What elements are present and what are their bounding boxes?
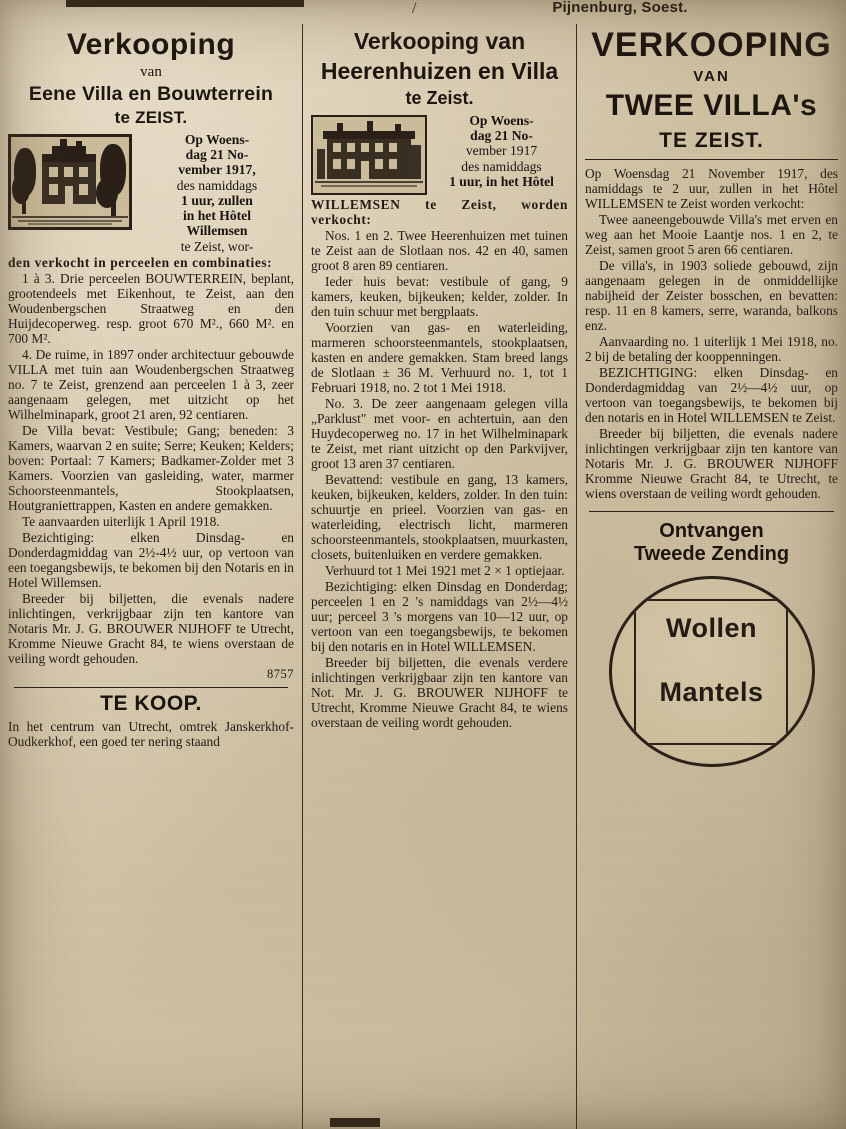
col1-para-1: 4. De ruime, in 1897 onder architectuur gebouwde VILLA met tuin aan Woudenbergschen Straatweg no. 7 te Zeist, grenzend aan perceelen 1 à 3, zeer aangenaam gelegen, met uitzicht op het Wilhelminapark, groot 21 aren, 92 centiaren.	[8, 346, 294, 422]
col1-para-0: 1 à 3. Drie perceelen BOUWTERREIN, beplant, grootendeels met Eikenhout, te Zeist, aan den Woudenbergschen Straatweg en den Huijdecoperweg. resp. groot 670 M²., 660 M². en 700 M².	[8, 270, 294, 346]
col2-para-1: Ieder huis bevat: vestibule of gang, 9 kamers, keuken, bijkeuken; kelder, zolder. In den tuin schuur met bergplaats.	[311, 274, 568, 319]
col3-van-label: VAN	[693, 68, 730, 85]
col2-para-6: Bezichtiging: elken Dinsdag en Donderdag; perceelen 1 en 2 's namiddags van 2½—4½ uur; perceel 3 's morgens van 10—12 uur, op vertoon van een toegangsbewijs, te bekomen bij den notaris en in Hotel WILLEMSEN.	[311, 579, 568, 654]
col3-heading-te-zeist: TE ZEIST.	[659, 129, 764, 152]
col1-ref-number: 8757	[267, 666, 294, 681]
col3-divider-advert	[589, 511, 834, 512]
col2-para-5: Verhuurd tot 1 Mei 1921 met 2 × 1 optiejaar.	[325, 563, 565, 578]
col1-para-3: Te aanvaarden uiterlijk 1 April 1918.	[22, 513, 220, 529]
col2-para-4: Bevattend: vestibule en gang, 13 kamers, keuken, bijkeuken, kelders, zolder. In den tuin: schuurtje en prieel. Voorzien van gas- en waterleiding, electrisch licht, marmeren schoorsteenmantels, stookplaatsen, muurkasten, closets, buitenluiken en verdere gemakken.	[311, 472, 568, 562]
col2-intro-line-2: vember 1917	[465, 143, 538, 159]
col2-heading-heerenhuizen-villa: Heerenhuizen en Villa	[320, 58, 559, 84]
col2-para-7: Breeder bij biljetten, die evenals verdere inlichtingen verkrijgbaar zijn ten kantore van Not. Mr. J. G. BROUWER NIJHOFF te Utrecht, Kromme Nieuwe Gracht 84, te wiens overstaan de veiling wordt gehouden.	[311, 655, 568, 730]
col1-heading-villa-bouwterrein: Eene Villa en Bouwterrein	[28, 83, 274, 105]
col3-para-1: Twee aaneengebouwde Villa's met erven en weg aan het Mooie Laantje nos. 1 en 2, te Zeist, samen groot 5 aren 66 centiaren.	[585, 212, 838, 257]
col2-intro-tail: WILLEMSEN te Zeist, worden verkocht:	[311, 197, 568, 227]
advert-stamp-wrap	[585, 576, 838, 767]
col3-para-0: Op Woensdag 21 November 1917, des namiddags te 2 uur, zullen in het Hôtel WILLEMSEN te Zeist worden verkocht:	[585, 166, 838, 211]
col1-body	[8, 255, 294, 681]
col2-body	[311, 197, 568, 730]
slash-mark: /	[412, 0, 417, 17]
col1-tekoop-heading: TE KOOP.	[100, 691, 202, 715]
col1-para-5: Breeder bij biljetten, die evenals nadere inlichtingen, verkrijgbaar zijn ten kantore van Notaris Mr. J. G. BROUWER NIJHOFF te Utrecht, Kromme Nieuwe Gracht 84, te wiens overstaan de veiling wordt gehouden.	[8, 590, 294, 666]
col2-intro-line-1: dag 21 No-	[470, 128, 533, 144]
col3-divider-top	[585, 159, 838, 160]
stamp-word-wollen: Wollen	[665, 613, 757, 643]
col2-heading-te-zeist: te Zeist.	[405, 88, 474, 108]
col3-body	[585, 166, 838, 501]
col3-para-2: De villa's, in 1903 soliede gebouwd, zijn aangenaam gelegen in de onmiddellijke nabijheid der Zeister bosschen, en bevatten: resp. 11 en 8 kamers, serre, waranda, balkons enz.	[585, 258, 838, 333]
advert-heading-line1: Ontvangen	[659, 520, 764, 542]
col1-intro-line-6: Willemsen	[186, 223, 248, 239]
col1-para-2: De Villa bevat: Vestibule; Gang; beneden: 3 Kamers, waarvan 2 en suite; Serre; Keuken; Kelders; boven: Portaal: 7 Kamers; Badkamer-Zolder met 3 Kamers. Voorzien van gasleiding, water, marmer Schoorsteenmantels, Stookplaatsen, Houtgraniettrappen, Kasten en andere gemakken.	[8, 422, 294, 513]
col3-para-5: Breeder bij biljetten, die evenals nadere inlichtingen verkrijgbaar zijn ten kantore van Notaris Mr. J. G. BROUWER NIJHOFF Kromme Nieuwe Gracht 84, te Utrecht, te wiens overstaan de veiling wordt gehouden.	[585, 426, 838, 501]
col2-intro-line-4: 1 uur, in het Hôtel	[449, 173, 554, 189]
col2-illustration-block	[311, 113, 568, 197]
col2-intro-line-0: Op Woens-	[469, 113, 534, 128]
col1-illustration-block	[8, 132, 294, 254]
column-1	[0, 24, 302, 1129]
col1-intro-line-4: 1 uur, zullen	[181, 192, 253, 208]
col1-divider	[14, 687, 288, 688]
column-3	[577, 24, 846, 1129]
col3-para-4: BEZICHTIGING: elken Dinsdag- en Donderdagmiddag van 2½—4½ uur, op vertoon van toegangsbewijs, te bekomen bij den notaris en in Hotel WILLEMSEN te Zeist.	[585, 365, 838, 425]
col3-heading-verkooping: VERKOOPING	[591, 26, 832, 64]
col2-intro-line-3: des namiddags	[461, 158, 542, 174]
col1-van-label: van	[140, 64, 162, 80]
col1-intro-lines	[140, 132, 294, 254]
col2-heading-verkooping-van: Verkooping van	[353, 28, 526, 54]
advert-heading-line2: Tweede Zending	[633, 543, 790, 565]
col2-intro-lines	[435, 113, 568, 189]
top-location-label: Pijnenburg, Soest.	[552, 0, 688, 16]
col1-heading-te-zeist: te ZEIST.	[114, 108, 188, 127]
bottom-black-rule	[330, 1118, 380, 1127]
col1-tekoop-body	[8, 719, 294, 749]
col1-para-4: Bezichtiging: elken Dinsdag- en Donderdagmiddag van 2½-4½ uur, op vertoon van een toegangsbewijs, te bekomen bij den Notaris en in Hotel Willemsen.	[8, 529, 294, 590]
col1-intro-line-1: dag 21 No-	[185, 147, 249, 163]
col1-intro-line-5: in het Hôtel	[183, 208, 251, 224]
column-2	[302, 24, 577, 1129]
col1-tekoop-text: In het centrum van Utrecht, omtrek Janskerkhof-Oudkerkhof, een goed ter nering staand	[8, 718, 294, 749]
col1-intro-line-0: Op Woens-	[184, 132, 250, 147]
villa-met-bomen-gravure	[8, 134, 132, 230]
col1-intro-line-3: des namiddags	[176, 177, 258, 193]
col3-para-3: Aanvaarding no. 1 uiterlijk 1 Mei 1918, no. 2 bij de betaling der kooppenningen.	[585, 334, 838, 364]
col1-intro-tail: den verkocht in perceelen en combinaties:	[8, 254, 273, 270]
col1-intro-line-7: te Zeist, wor-	[180, 238, 254, 254]
heerenhuis-gravure	[311, 115, 427, 195]
col2-para-3: No. 3. De zeer aangenaam gelegen villa „Parklust" met voor- en achtertuin, aan den Huydecoperweg no. 17 in het Wilhelminapark te Zeist, met riant uitzicht op den Parkvijver, groot 13 aren 37 centiaren.	[311, 396, 568, 471]
col1-intro-line-2: vember 1917,	[178, 162, 256, 178]
col3-heading-twee-villas: TWEE VILLA's	[605, 89, 818, 122]
col2-para-0: Nos. 1 en 2. Twee Heerenhuizen met tuinen te Zeist aan de Slotlaan nos. 42 en 40, samen groot 8 aren 89 centiaren.	[311, 228, 568, 273]
col2-para-2: Voorzien van gas- en waterleiding, marmeren schoorsteenmantels, stookplaatsen, kasten en andere gemakken. Stam breed langs de Slotlaan ± 36 M. Verhuurd no. 1, tot 1 Februari 1918, no. 2 tot 1 Mei 1918.	[311, 320, 568, 395]
stamp-word-mantels: Mantels	[659, 677, 764, 707]
col1-heading-verkooping: Verkooping	[66, 28, 236, 61]
wollen-mantels-stamp	[609, 576, 815, 767]
